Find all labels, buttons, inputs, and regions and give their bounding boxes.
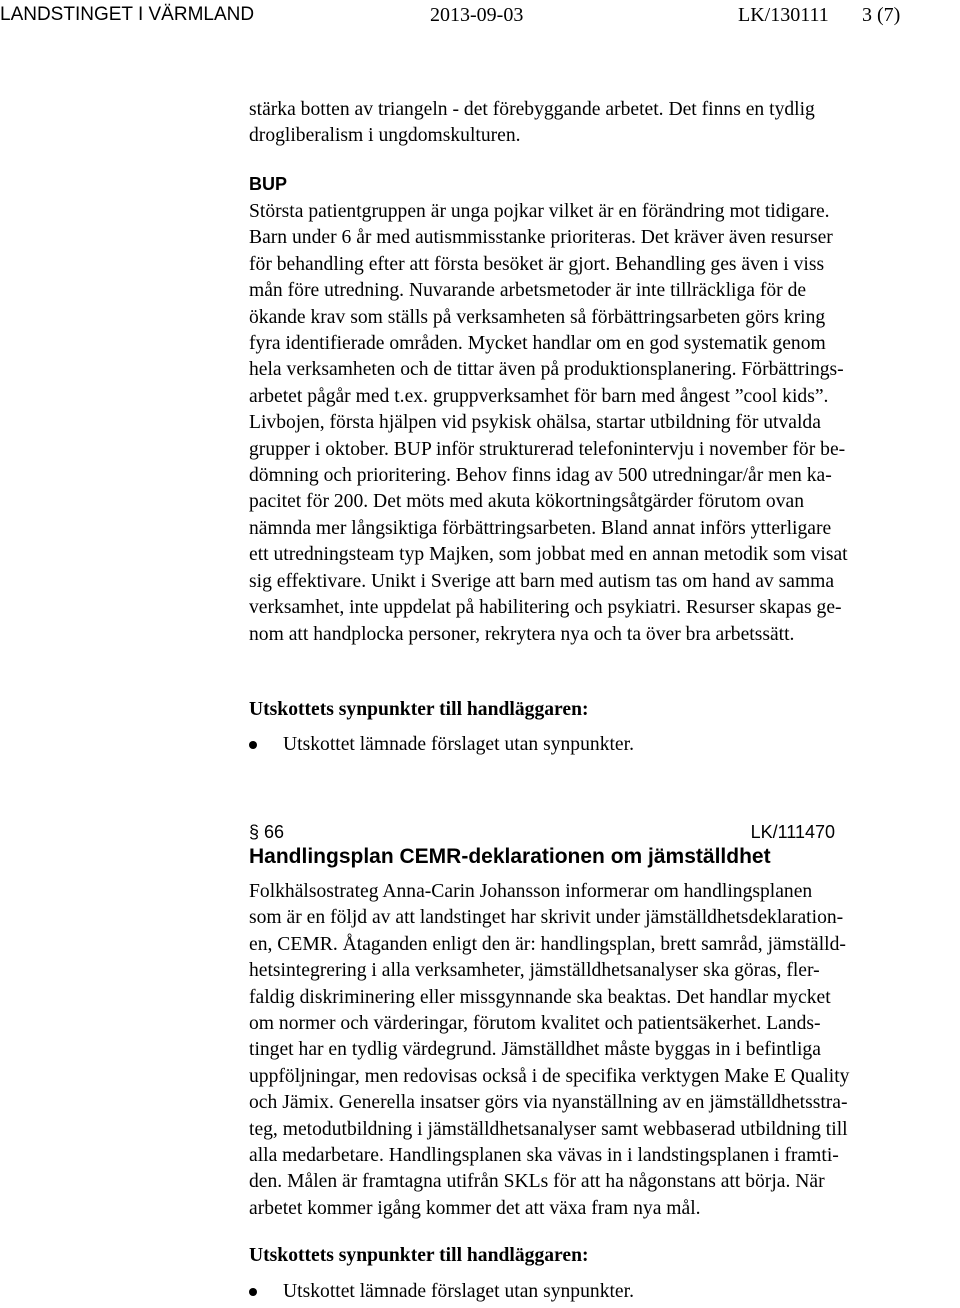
bullet-dot-icon	[249, 1288, 257, 1296]
section-number: § 66	[249, 822, 285, 842]
committee-heading-2: Utskottets synpunkter till handläggaren:	[249, 1245, 589, 1266]
bup-heading: BUP	[249, 174, 288, 194]
section-ref: LK/111470	[750, 822, 835, 842]
header-page: 3 (7)	[862, 4, 901, 26]
committee-heading-1: Utskottets synpunkter till handläggaren:	[249, 699, 589, 720]
section-66-title-wrap	[249, 843, 960, 871]
committee-bullet-text-1: Utskottet lämnade förslaget utan synpunkter.	[283, 734, 634, 755]
intro-paragraph: stärka botten av triangeln - det förebyggande arbetet. Det finns en tydlig drogliberalism i ungdomskulturen.	[249, 99, 815, 147]
header-date: 2013-09-03	[430, 4, 524, 26]
header-org: LANDSTINGET I VÄRMLAND	[0, 4, 255, 25]
block-bup	[249, 171, 960, 648]
committee-bullet-2	[249, 1279, 960, 1305]
bullet-dot-icon	[249, 741, 257, 749]
section-66-body-wrap	[249, 879, 960, 1222]
bup-paragraph: Största patientgruppen är unga pojkar vilket är en förändring mot tidigare. Barn under 6 år med autismmisstanke prioriteras. Det kräver även resurser för behandling efter att första besöket är gjort. Behandling ges även i viss mån före utredning. Nuvarande arbetsmetoder är inte tillräckliga för de ökande krav som ställs på verksamheten så förbättringsarbeten görs kring fyra identifierade områden. Mycket handlar om en god systematik genom hela verksamheten och de tittar även på produktionsplanering. Förbättrings- arbetet pågår med t.ex. gruppverksamhet för barn med ångest ”cool kids”. Livbojen, första hjälpen vid psykisk ohälsa, startar utbildning för utvalda grupper i oktober. BUP inför strukturerad telefonintervju i november för be- dömning och prioritering. Behov finns idag av 500 utredningar/år men ka- pacitet för 200. Det möts med akuta kökortningsåtgärder förutom ovan nämnda mer långsiktiga förbättringsarbeten. Bland annat införs ytterligare ett utredningsteam typ Majken, som jobbat med en annan metodik som visat sig effektivare. Unikt i Sverige att barn med autism tas om hand av samma verksamhet, inte uppdelat på habilitering och psykiatri. Resurser skapas ge- nom att handplocka personer, rekrytera nya och ta över bra arbetssätt.	[249, 201, 848, 645]
committee-block-2	[249, 1243, 960, 1305]
block-intro	[249, 97, 960, 150]
committee-bullet-text-2: Utskottet lämnade förslaget utan synpunkter.	[283, 1281, 634, 1302]
section-body: Folkhälsostrateg Anna-Carin Johansson informerar om handlingsplanen som är en följd av att landstinget har skrivit under jämställdhetsdeklaration- en, CEMR. Åtaganden enligt den är: handlingsplan, brett samråd, jämställd- hetsintegrering i alla verksamheter, jämställdhetsanalyser ska göras, fler- faldig diskriminering eller missgynnande ska beaktas. Det handlar mycket om normer och värderingar, förutom kvalitet och patientsäkerhet. Lands- tinget har en tydlig värdegrund. Jämställdhet måste byggas in i befintliga uppföljningar, men redovisas också i de specifika verktygen Make E Quality och Jämix. Generella insatser görs via nyanställning av en jämställdhetsstra- teg, metodutbildning i jämställdhetsanalyser samt webbaserad utbildning till alla medarbetare. Handlingsplanen ska vävas in i landstingsplanen i framti- den. Målen är framtagna utifrån SKLs för att ha någonstans att börja. När arbetet kommer igång kommer det att växa fram nya mål.	[249, 881, 850, 1219]
header-ref: LK/130111	[738, 4, 829, 26]
section-title: Handlingsplan CEMR-deklarationen om jämställdhet	[249, 845, 771, 868]
page-header	[0, 4, 960, 30]
committee-bullet-1	[249, 732, 960, 758]
committee-block-1	[249, 697, 960, 758]
